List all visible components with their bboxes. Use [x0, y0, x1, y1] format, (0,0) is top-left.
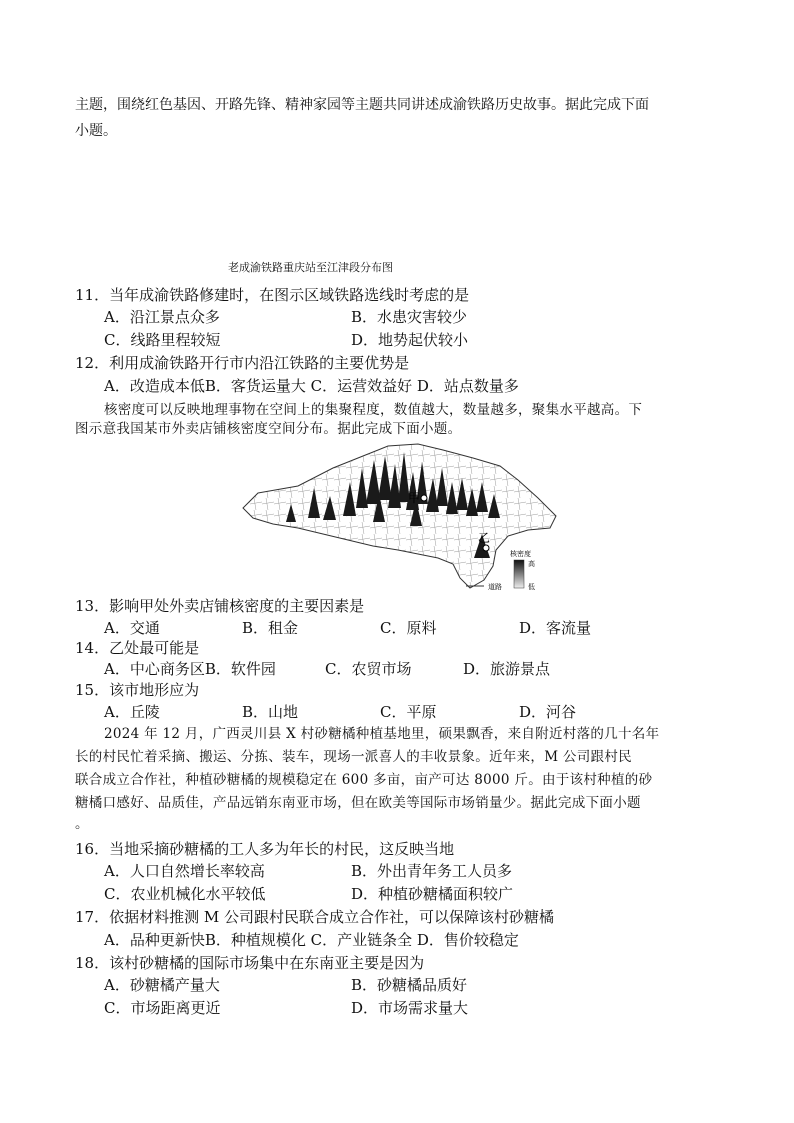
q15-option-d[interactable]: D．河谷 — [519, 703, 577, 721]
q14-option-d[interactable]: D．旅游景点 — [463, 660, 551, 678]
passage3-line-2: 长的村民忙着采摘、搬运、分拣、装车，现场一派喜人的丰收景象。近年来，M 公司跟村民 — [75, 749, 632, 765]
legend-high: 高 — [528, 560, 535, 568]
q17-options[interactable]: A．品种更新快B．种植规模化 C．产业链条全 D．售价较稳定 — [104, 931, 519, 949]
q16-option-d[interactable]: D．种植砂糖橘面积较广 — [351, 885, 514, 903]
q13-option-b[interactable]: B．租金 — [242, 619, 299, 637]
passage2-line-2: 图示意我国某市外卖店铺核密度空间分布。据此完成下面小题。 — [75, 421, 462, 437]
q13-option-c[interactable]: C．原料 — [380, 619, 437, 637]
passage3-line-3: 联合成立合作社，种植砂糖橘的规模稳定在 600 多亩，亩产可达 8000 斤。由于该村种植的砂 — [75, 772, 653, 788]
passage3-line-4: 糖橘口感好、品质佳，产品远销东南亚市场，但在欧美等国际市场销量少。据此完成下面小题 — [75, 795, 641, 811]
passage3-line-1: 2024 年 12 月，广西灵川县 X 村砂糖橘种植基地里，硕果飘香，来自附近村落的几十名年 — [104, 726, 660, 742]
q17-stem: 17．依据材料推测 M 公司跟村民联合成立合作社，可以保障该村砂糖橘 — [75, 908, 554, 926]
marker-yi — [483, 545, 489, 551]
kernel-density-map-graphic — [238, 438, 568, 596]
q18-stem: 18．该村砂糖橘的国际市场集中在东南亚主要是因为 — [75, 954, 425, 972]
q15-option-c[interactable]: C．平原 — [380, 703, 437, 721]
q16-option-a[interactable]: A．人口自然增长率较高 — [104, 862, 265, 880]
q18-option-d[interactable]: D．市场需求量大 — [351, 999, 469, 1017]
q15-stem: 15．该市地形应为 — [75, 681, 200, 699]
kernel-density-map — [238, 438, 568, 596]
passage3-line-5: 。 — [75, 816, 89, 832]
q16-option-b[interactable]: B．外出青年务工人员多 — [351, 862, 513, 880]
q12-stem: 12．利用成渝铁路开行市内沿江铁路的主要优势是 — [75, 354, 410, 372]
passage2-line-1: 核密度可以反映地理事物在空间上的集聚程度，数值越大，数量越多，聚集水平越高。下 — [104, 402, 643, 418]
label-jia: 甲 — [408, 491, 421, 505]
q16-stem: 16．当地采摘砂糖橘的工人多为年长的村民，这反映当地 — [75, 840, 455, 858]
label-yi: 乙 — [478, 531, 491, 545]
q15-option-a[interactable]: A．丘陵 — [104, 703, 160, 721]
q14-option-c[interactable]: C．农贸市场 — [325, 660, 412, 678]
intro-line-2: 小题。 — [75, 123, 117, 139]
legend-low: 低 — [528, 583, 535, 591]
q11-option-a[interactable]: A．沿江景点众多 — [104, 308, 220, 326]
q18-option-b[interactable]: B．砂糖橘品质好 — [351, 976, 468, 994]
q12-options[interactable]: A．改造成本低B．客货运量大 C．运营效益好 D．站点数量多 — [104, 377, 519, 395]
q15-option-b[interactable]: B．山地 — [242, 703, 299, 721]
q14-option-ab[interactable]: A．中心商务区B．软件园 — [104, 660, 276, 678]
figure1-caption: 老成渝铁路重庆站至江津段分布图 — [228, 261, 393, 274]
q11-option-d[interactable]: D．地势起伏较小 — [351, 331, 469, 349]
marker-jia — [421, 495, 427, 501]
q14-stem: 14．乙处最可能是 — [75, 639, 200, 657]
q11-option-b[interactable]: B．水患灾害较少 — [351, 308, 468, 326]
q11-option-c[interactable]: C．线路里程较短 — [104, 331, 221, 349]
q13-stem: 13．影响甲处外卖店铺核密度的主要因素是 — [75, 597, 365, 615]
q11-stem: 11．当年成渝铁路修建时，在图示区域铁路选线时考虑的是 — [75, 286, 470, 304]
q13-option-d[interactable]: D．客流量 — [519, 619, 592, 637]
q18-option-a[interactable]: A．砂糖橘产量大 — [104, 976, 220, 994]
legend-road: 道路 — [488, 583, 502, 591]
legend-scale — [514, 560, 524, 588]
legend-title: 核密度 — [510, 550, 531, 558]
q18-option-c[interactable]: C．市场距离更近 — [104, 999, 221, 1017]
intro-line-1: 主题，围绕红色基因、开路先锋、精神家园等主题共同讲述成渝铁路历史故事。据此完成下面 — [75, 97, 649, 113]
q16-option-c[interactable]: C．农业机械化水平较低 — [104, 885, 266, 903]
q13-option-a[interactable]: A．交通 — [104, 619, 160, 637]
